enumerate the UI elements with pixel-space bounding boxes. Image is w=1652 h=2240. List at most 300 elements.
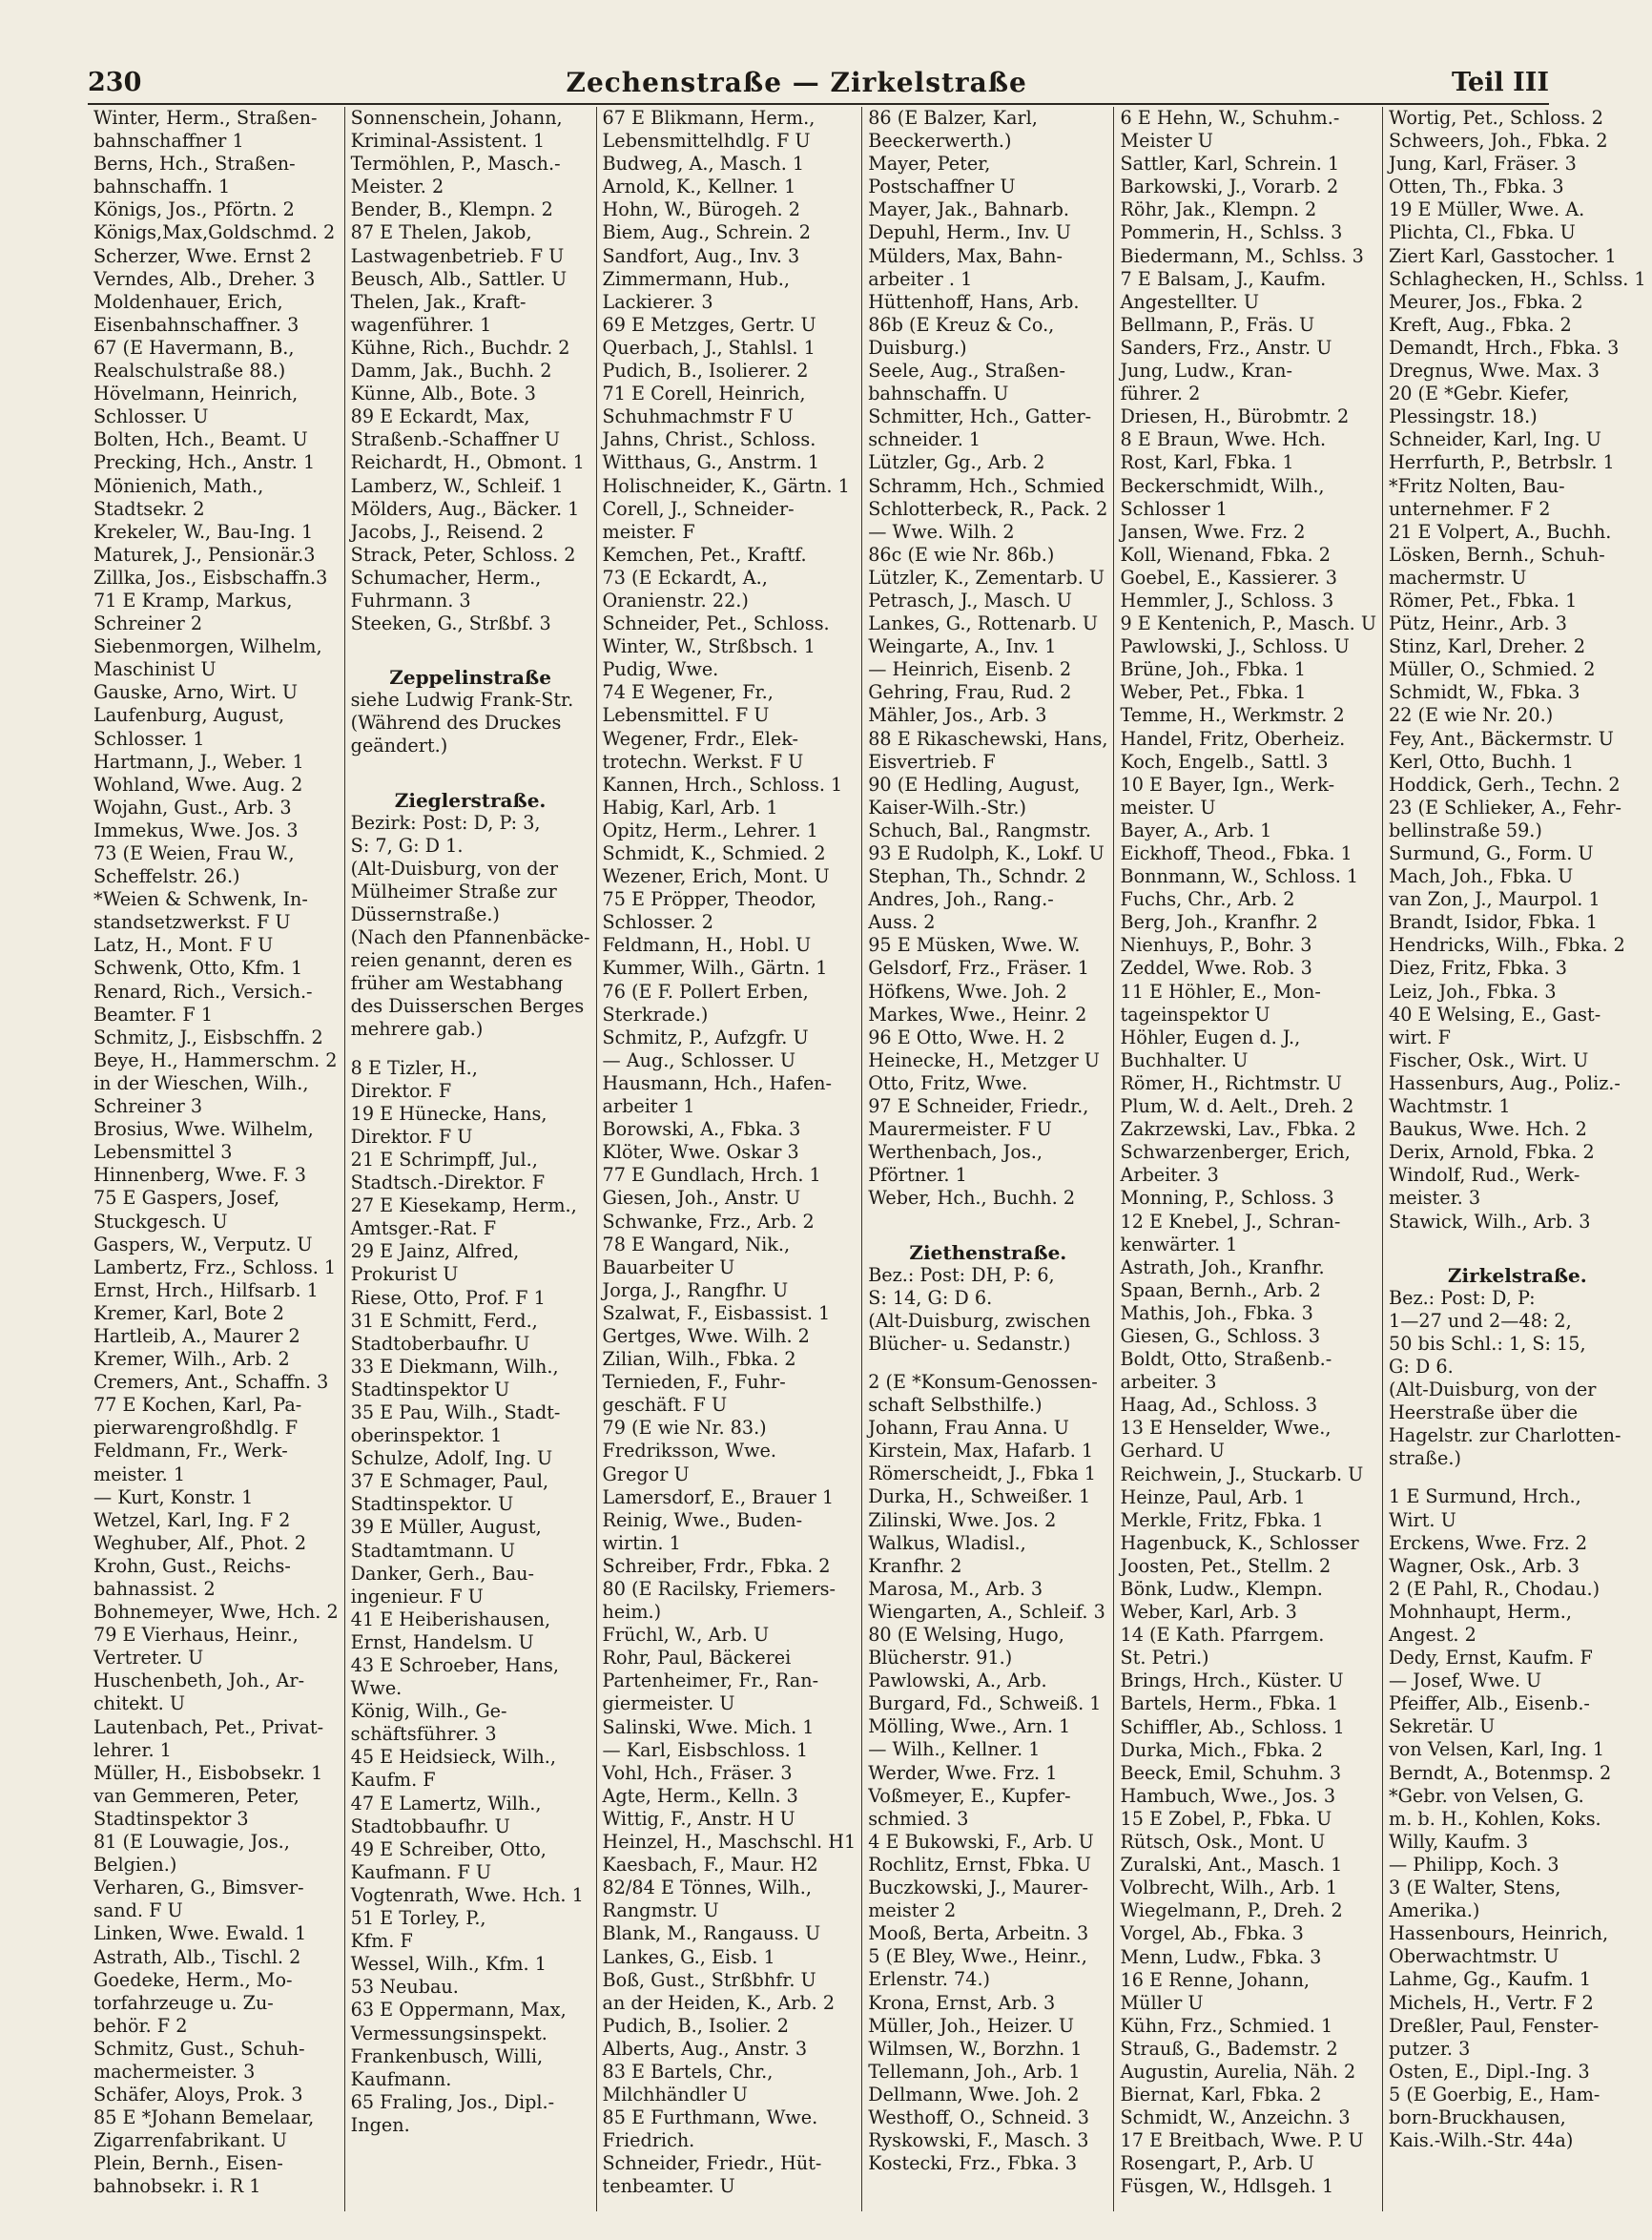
directory-entry: Gregor U: [602, 1462, 690, 1485]
directory-entry: Partenheimer, Fr., Ran-: [602, 1670, 819, 1692]
directory-entry: 90 (E Hedling, August,: [868, 773, 1081, 796]
directory-entry: Maschinist U: [93, 658, 217, 681]
directory-entry: (Alt-Duisburg, von der: [1389, 1379, 1597, 1401]
directory-entry: Monning, P., Schloss. 3: [1120, 1187, 1334, 1210]
directory-entry: 16 E Renne, Johann,: [1120, 1968, 1311, 1991]
directory-entry: 9 E Kentenich, P., Masch. U: [1120, 612, 1377, 635]
directory-entry: behör. F 2: [93, 2014, 188, 2037]
directory-entry: tageinspektor U: [1120, 1003, 1270, 1026]
directory-entry: torfahrzeuge u. Zu-: [93, 1991, 274, 2014]
directory-entry: (Nach den Pfannenbäcke-: [350, 926, 590, 949]
directory-entry: kenwärter. 1: [1120, 1233, 1238, 1255]
directory-entry: — Wwe. Wilh. 2: [868, 520, 1015, 543]
directory-entry: Joosten, Pet., Stellm. 2: [1120, 1554, 1332, 1577]
directory-entry: Kaesbach, F., Maur. H2: [602, 1854, 818, 1877]
directory-entry: Straßenb.-Schaffner U: [350, 428, 561, 451]
directory-entry: 73 (E Weien, Frau W.,: [93, 842, 295, 864]
directory-entry: Höfkens, Wwe. Joh. 2: [868, 980, 1067, 1003]
street-heading: Zieglerstraße.: [394, 788, 547, 812]
directory-entry: Fuhrmann. 3: [350, 589, 471, 612]
directory-entry: m. b. H., Kohlen, Koks.: [1389, 1807, 1601, 1830]
directory-entry: Rütsch, Osk., Mont. U: [1120, 1831, 1326, 1854]
directory-entry: Menn, Ludw., Fbka. 3: [1120, 1945, 1322, 1968]
directory-entry: Holischneider, K., Gärtn. 1: [602, 474, 850, 497]
directory-entry: Friedrich.: [602, 2129, 695, 2152]
directory-entry: Merkle, Fritz, Fbka. 1: [1120, 1508, 1324, 1531]
directory-entry: 85 E *Johann Bemelaar,: [93, 2106, 315, 2129]
directory-entry: Spaan, Bernh., Arb. 2: [1120, 1278, 1321, 1301]
directory-entry: Giesen, Joh., Anstr. U: [602, 1187, 801, 1210]
directory-entry: Krohn, Gust., Reichs-: [93, 1554, 291, 1577]
directory-entry: Immekus, Wwe. Jos. 3: [93, 819, 299, 841]
directory-entry: 47 E Lamertz, Wilh.,: [350, 1792, 542, 1815]
directory-entry: 78 E Wangard, Nik.,: [602, 1233, 791, 1255]
directory-entry: Heinze, Paul, Arb. 1: [1120, 1485, 1306, 1508]
directory-entry: 49 E Schreiber, Otto,: [350, 1837, 547, 1860]
directory-entry: Eickhoff, Theod., Fbka. 1: [1120, 842, 1353, 864]
directory-entry: Angest. 2: [1389, 1624, 1476, 1646]
directory-entry: Römerscheidt, J., Fbka 1: [868, 1462, 1097, 1485]
directory-entry: Lamberz, W., Schleif. 1: [350, 474, 564, 497]
directory-entry: Müller U: [1120, 1991, 1204, 2014]
spacer: [351, 774, 590, 789]
directory-entry: Schmidt, W., Anzeichn. 3: [1120, 2106, 1351, 2129]
directory-entry: Meister. 2: [350, 176, 444, 198]
directory-entry: Angestellter. U: [1120, 290, 1260, 313]
directory-entry: Eisenbahnschaffner. 3: [93, 313, 299, 336]
directory-entry: Fredriksson, Wwe.: [602, 1440, 776, 1462]
directory-entry: 27 E Kiesekamp, Herm.,: [350, 1194, 577, 1217]
directory-entry: Frankenbusch, Willi,: [350, 2044, 544, 2067]
directory-entry: Andres, Joh., Rang.-: [868, 888, 1054, 911]
directory-entry: 35 E Pau, Wilh., Stadt-: [350, 1400, 561, 1423]
directory-entry: siehe Ludwig Frank-Str.: [350, 689, 574, 712]
directory-entry: 22 (E wie Nr. 20.): [1389, 704, 1554, 727]
directory-entry: Lautenbach, Pet., Privat-: [93, 1715, 324, 1738]
directory-entry: Krekeler, W., Bau-Ing. 1: [93, 520, 314, 543]
directory-entry: Schuhmachmstr F U: [602, 405, 794, 428]
directory-entry: Michels, H., Vertr. F 2: [1389, 1991, 1594, 2014]
directory-entry: 29 E Jainz, Alfred,: [350, 1240, 520, 1263]
directory-entry: Johann, Frau Anna. U: [868, 1417, 1069, 1440]
directory-entry: Schlosser. 1: [93, 727, 205, 750]
directory-entry: Bartels, Herm., Fbka. 1: [1120, 1692, 1339, 1715]
directory-entry: Hövelmann, Heinrich,: [93, 383, 299, 405]
directory-entry: straße.): [1389, 1447, 1461, 1470]
directory-entry: reien genannt, deren es: [350, 949, 573, 972]
directory-entry: 83 E Bartels, Chr.,: [602, 2060, 774, 2083]
directory-entry: früher am Westabhang: [350, 972, 564, 995]
directory-entry: Stinz, Karl, Dreher. 2: [1389, 635, 1586, 658]
directory-entry: Erckens, Wwe. Frz. 2: [1389, 1531, 1588, 1554]
directory-entry: Mölling, Wwe., Arn. 1: [868, 1715, 1071, 1738]
directory-entry: Szalwat, F., Eisbassist. 1: [602, 1301, 831, 1324]
directory-entry: G: D 6.: [1389, 1355, 1454, 1378]
directory-entry: Barkowski, J., Vorarb. 2: [1120, 176, 1339, 198]
directory-entry: Kühn, Frz., Schmied. 1: [1120, 2014, 1333, 2037]
directory-entry: van Zon, J., Maurpol. 1: [1389, 888, 1600, 911]
directory-entry: Pawlowski, J., Schloss. U: [1120, 635, 1350, 658]
directory-entry: Heerstraße über die: [1389, 1401, 1579, 1424]
directory-entry: 5 (E Bley, Wwe., Heinr.,: [868, 1945, 1087, 1968]
directory-entry: Hendricks, Wilh., Fbka. 2: [1389, 934, 1625, 957]
directory-entry: Mohnhaupt, Herm.,: [1389, 1600, 1572, 1623]
directory-entry: Prokurist U: [350, 1263, 459, 1286]
directory-entry: Heinzel, H., Maschschl. H1: [602, 1831, 857, 1854]
directory-entry: Reichardt, H., Obmont. 1: [350, 451, 585, 474]
directory-entry: Bolten, Hch., Beamt. U: [93, 428, 308, 451]
directory-entry: 2 (E Pahl, R., Chodau.): [1389, 1577, 1600, 1600]
directory-entry: meister. U: [1120, 796, 1216, 819]
directory-entry: 4 E Bukowski, F., Arb. U: [868, 1830, 1094, 1853]
directory-entry: unternehmer. F 2: [1389, 497, 1551, 520]
directory-entry: 8 E Braun, Wwe. Hch.: [1120, 428, 1327, 451]
directory-entry: Walkus, Wladisl.,: [868, 1531, 1026, 1554]
directory-entry: Pudich, B., Isolierer. 2: [602, 360, 809, 383]
spacer: [868, 1211, 1107, 1226]
directory-entry: Stadtamtmann. U: [350, 1539, 516, 1562]
directory-entry: 14 (E Kath. Pfarrgem.: [1120, 1624, 1325, 1647]
directory-entry: Stadtobbaufhr. U: [350, 1815, 510, 1837]
directory-entry: 41 E Heiberishausen,: [350, 1607, 551, 1630]
directory-entry: Lahme, Gg., Kaufm. 1: [1389, 1968, 1592, 1991]
directory-entry: Müller, O., Schmied. 2: [1389, 658, 1596, 681]
directory-entry: Corell, J., Schneider-: [602, 497, 795, 520]
directory-entry: Pütz, Heinr., Arb. 3: [1389, 612, 1567, 635]
directory-entry: Lackierer. 3: [602, 290, 713, 313]
directory-entry: machermeister. 3: [93, 2060, 256, 2083]
directory-entry: Stadtoberbaufhr. U: [350, 1332, 530, 1355]
directory-entry: Feldmann, H., Hobl. U: [602, 934, 812, 957]
directory-entry: Jacobs, J., Reisend. 2: [350, 520, 545, 543]
directory-entry: 51 E Torley, P.,: [350, 1907, 486, 1930]
directory-entry: Burgard, Fd., Schweiß. 1: [868, 1692, 1102, 1715]
directory-entry: 39 E Müller, August,: [350, 1516, 542, 1539]
directory-entry: Hausmann, Hch., Hafen-: [602, 1071, 833, 1094]
directory-entry: 88 E Rikaschewski, Hans,: [868, 727, 1108, 750]
directory-entry: Pudich, B., Isolier. 2: [602, 2014, 789, 2037]
directory-entry: 15 E Zobel, P., Fbka. U: [1120, 1807, 1332, 1830]
spacer: [1389, 1249, 1646, 1264]
directory-entry: S: 7, G: D 1.: [350, 834, 464, 857]
directory-entry: Bauarbeiter U: [602, 1255, 735, 1278]
directory-entry: Schreiber, Frdr., Fbka. 2: [602, 1554, 831, 1577]
directory-entry: Gaspers, W., Verputz. U: [93, 1233, 313, 1255]
directory-entry: St. Petri.): [1120, 1647, 1209, 1670]
directory-entry: 33 E Diekmann, Wilh.,: [350, 1355, 559, 1378]
directory-entry: Wirt. U: [1389, 1508, 1456, 1531]
directory-entry: Hoddick, Gerh., Techn. 2: [1389, 773, 1621, 796]
directory-entry: Schmitter, Hch., Gatter-: [868, 405, 1092, 428]
directory-entry: 23 (E Schlieker, A., Fehr-: [1389, 796, 1622, 819]
directory-entry: 40 E Welsing, E., Gast-: [1389, 1003, 1601, 1026]
directory-entry: Postschaffner U: [868, 176, 1016, 198]
directory-entry: Stadtinspektor U: [350, 1378, 510, 1400]
directory-entry: 19 E Hünecke, Hans,: [350, 1102, 547, 1125]
directory-entry: Baukus, Wwe. Hch. 2: [1389, 1118, 1587, 1141]
directory-entry: Weber, Karl, Arb. 3: [1120, 1601, 1297, 1624]
directory-entry: Tellemann, Joh., Arb. 1: [868, 2060, 1081, 2083]
directory-entry: Schmitz, J., Eisbschffn. 2: [93, 1026, 323, 1048]
directory-entry: Schäfer, Aloys, Prok. 3: [93, 2084, 303, 2106]
directory-entry: Augustin, Aurelia, Näh. 2: [1120, 2060, 1356, 2083]
directory-entry: 80 (E Welsing, Hugo,: [868, 1624, 1064, 1646]
street-heading: Zirkelstraße.: [1447, 1263, 1587, 1287]
directory-entry: 63 E Oppermann, Max,: [350, 1999, 567, 2022]
columns-container: [88, 107, 1646, 2211]
directory-entry: Meurer, Jos., Fbka. 2: [1389, 290, 1583, 313]
directory-entry: Schneider, Pet., Schloss.: [602, 612, 830, 635]
directory-entry: König, Wilh., Ge-: [350, 1700, 507, 1723]
directory-entry: Astrath, Alb., Tischl. 2: [93, 1945, 301, 1968]
directory-entry: 31 E Schmitt, Ferd.,: [350, 1309, 538, 1332]
directory-entry: Depuhl, Herm., Inv. U: [868, 221, 1071, 244]
street-heading: Ziethenstraße.: [909, 1240, 1067, 1264]
directory-entry: 79 E Vierhaus, Heinr.,: [93, 1624, 299, 1647]
directory-entry: Laufenburg, August,: [93, 704, 285, 727]
directory-entry: Otten, Th., Fbka. 3: [1389, 176, 1564, 198]
directory-entry: Schwarzenberger, Erich,: [1120, 1141, 1351, 1164]
directory-entry: Vohl, Hch., Fräser. 3: [602, 1761, 793, 1784]
directory-entry: Mölders, Aug., Bäcker. 1: [350, 497, 580, 520]
directory-entry: lehrer. 1: [93, 1738, 172, 1761]
directory-entry: 85 E Furthmann, Wwe.: [602, 2106, 818, 2129]
directory-entry: wagenführer. 1: [350, 313, 492, 336]
directory-entry: Kfm. F: [350, 1930, 413, 1953]
directory-entry: — Heinrich, Eisenb. 2: [868, 658, 1072, 681]
directory-entry: Schulze, Adolf, Ing. U: [350, 1447, 553, 1470]
directory-entry: Höhler, Eugen d. J.,: [1120, 1026, 1301, 1048]
directory-entry: Reichwein, J., Stuckarb. U: [1120, 1462, 1364, 1485]
column-2: [344, 107, 596, 2211]
directory-entry: Temme, H., Werkmstr. 2: [1120, 704, 1345, 727]
page-header: [88, 61, 1549, 105]
directory-entry: Schlaghecken, H., Schlss. 1: [1389, 267, 1646, 290]
directory-entry: 75 E Pröpper, Theodor,: [602, 888, 816, 911]
directory-entry: Vertreter. U: [93, 1647, 204, 1670]
street-heading: Zeppelinstraße: [389, 666, 551, 690]
directory-entry: Direktor. F: [350, 1079, 452, 1102]
directory-entry: Hohn, W., Bürogeh. 2: [602, 198, 800, 221]
directory-entry: Weber, Pet., Fbka. 1: [1120, 681, 1307, 704]
directory-entry: Stadtinspektor 3: [93, 1807, 249, 1830]
directory-entry: 65 Fraling, Jos., Dipl.-: [350, 2090, 555, 2113]
page-number: 230: [88, 67, 142, 97]
directory-entry: schmied. 3: [868, 1807, 969, 1830]
directory-entry: Durka, H., Schweißer. 1: [868, 1485, 1091, 1508]
directory-entry: Wohland, Wwe. Aug. 2: [93, 773, 303, 796]
directory-entry: Cremers, Ant., Schaffn. 3: [93, 1371, 329, 1394]
directory-entry: Milchhändler U: [602, 2084, 748, 2106]
directory-entry: Schneider, Karl, Ing. U: [1389, 428, 1601, 451]
directory-entry: Werder, Wwe. Frz. 1: [868, 1761, 1058, 1784]
directory-entry: Maurermeister. F U: [868, 1118, 1052, 1141]
directory-entry: Zeddel, Wwe. Rob. 3: [1120, 957, 1312, 980]
directory-entry: 86c (E wie Nr. 86b.): [868, 543, 1055, 566]
directory-entry: — Philipp, Koch. 3: [1389, 1853, 1559, 1876]
directory-entry: Kemchen, Pet., Kraftf.: [602, 543, 807, 566]
directory-entry: — Josef, Wwe. U: [1389, 1670, 1542, 1692]
directory-entry: Jung, Karl, Fräser. 3: [1389, 153, 1577, 176]
directory-entry: Buczkowski, J., Maurer-: [868, 1877, 1089, 1899]
directory-entry: Klöter, Wwe. Oskar 3: [602, 1141, 799, 1164]
directory-entry: Rangmstr. U: [602, 1899, 719, 1922]
spacer: [868, 1356, 1107, 1371]
directory-entry: Oranienstr. 22.): [602, 589, 749, 612]
directory-entry: führer. 2: [1120, 383, 1201, 405]
directory-entry: Schramm, Hch., Schmied: [868, 474, 1105, 497]
directory-entry: Dellmann, Wwe. Joh. 2: [868, 2083, 1080, 2105]
directory-entry: standsetzwerkst. F U: [93, 911, 291, 934]
directory-entry: von Velsen, Karl, Ing. 1: [1389, 1738, 1605, 1761]
directory-entry: 82/84 E Tönnes, Wilh.,: [602, 1877, 812, 1899]
directory-entry: — Karl, Eisbschloss. 1: [602, 1738, 809, 1761]
directory-entry: Fuchs, Chr., Arb. 2: [1120, 888, 1295, 911]
directory-entry: Buchhalter. U: [1120, 1048, 1249, 1071]
directory-entry: chitekt. U: [93, 1692, 186, 1715]
directory-entry: Moldenhauer, Erich,: [93, 290, 283, 313]
directory-entry: Schneider, Friedr., Hüt-: [602, 2152, 822, 2175]
directory-entry: Boß, Gust., Strßbhfr. U: [602, 1968, 816, 1991]
directory-entry: Strack, Peter, Schloss. 2: [350, 543, 576, 566]
directory-entry: Jorga, J., Rangfhr. U: [602, 1278, 789, 1301]
directory-entry: Königs, Jos., Pförtn. 2: [93, 198, 295, 221]
directory-entry: Driesen, H., Bürobmtr. 2: [1120, 405, 1350, 428]
directory-entry: schneider. 1: [868, 428, 981, 451]
directory-entry: 19 E Müller, Wwe. A.: [1389, 198, 1585, 221]
directory-entry: 21 E Schrimpff, Jul.,: [350, 1148, 538, 1171]
directory-entry: Hassenburs, Aug., Poliz.-: [1389, 1071, 1621, 1094]
directory-entry: pierwarengroßhdlg. F: [93, 1417, 299, 1440]
directory-entry: Wiengarten, A., Schleif. 3: [868, 1600, 1105, 1623]
directory-entry: Herrfurth, P., Betrbslr. 1: [1389, 451, 1615, 474]
directory-entry: Schwanke, Frz., Arb. 2: [602, 1210, 815, 1233]
directory-entry: Amerika.): [1389, 1899, 1480, 1922]
directory-entry: Weingarte, A., Inv. 1: [868, 635, 1057, 658]
directory-entry: Lebensmittelhdlg. F U: [602, 130, 811, 153]
spacer: [1389, 1234, 1646, 1249]
directory-entry: Sandfort, Aug., Inv. 3: [602, 244, 800, 267]
directory-entry: 2 (E *Konsum-Genossen-: [868, 1370, 1098, 1393]
directory-entry: Brings, Hrch., Küster. U: [1120, 1670, 1344, 1692]
directory-entry: Müller, H., Eisbobsekr. 1: [93, 1761, 323, 1784]
directory-entry: wirt. F: [1389, 1026, 1451, 1048]
directory-entry: Düssernstraße.): [350, 903, 500, 925]
directory-entry: Hüttenhoff, Hans, Arb.: [868, 290, 1080, 313]
directory-entry: Wojahn, Gust., Arb. 3: [93, 796, 292, 819]
directory-entry: 20 (E *Gebr. Kiefer,: [1389, 383, 1570, 405]
directory-entry: 50 bis Schl.: 1, S: 15,: [1389, 1332, 1586, 1355]
directory-entry: Mach, Joh., Fbka. U: [1389, 865, 1574, 888]
directory-entry: Biem, Aug., Schrein. 2: [602, 221, 811, 244]
directory-entry: Kühne, Rich., Buchdr. 2: [350, 336, 570, 359]
directory-entry: Plum, W. d. Aelt., Dreh. 2: [1120, 1095, 1354, 1118]
directory-entry: Müller, Joh., Heizer. U: [868, 2014, 1075, 2037]
directory-entry: Koch, Engelb., Sattl. 3: [1120, 750, 1329, 773]
spacer: [351, 758, 590, 774]
column-4: [861, 107, 1113, 2211]
directory-entry: Reinig, Wwe., Buden-: [602, 1508, 803, 1531]
directory-entry: Zimmermann, Hub.,: [602, 267, 791, 290]
directory-entry: Füsgen, W., Hdlsgeh. 1: [1120, 2175, 1334, 2198]
directory-entry: Ernst, Handelsm. U: [350, 1630, 534, 1653]
directory-entry: Schlosser. U: [93, 405, 209, 428]
directory-entry: Schmitz, P., Aufzgfr. U: [602, 1026, 809, 1048]
directory-entry: geändert.): [350, 735, 448, 757]
directory-entry: 75 E Gaspers, Josef,: [93, 1187, 280, 1210]
directory-entry: 87 E Thelen, Jakob,: [350, 221, 532, 244]
directory-entry: Kaiser-Wilh.-Str.): [868, 796, 1027, 819]
directory-entry: Windolf, Rud., Werk-: [1389, 1164, 1580, 1187]
directory-entry: van Gemmeren, Peter,: [93, 1784, 299, 1807]
directory-entry: Kremer, Karl, Bote 2: [93, 1301, 284, 1324]
directory-entry: Alberts, Aug., Anstr. 3: [602, 2037, 808, 2060]
directory-entry: machermstr. U: [1389, 566, 1527, 589]
directory-entry: Nienhuys, P., Bohr. 3: [1120, 934, 1312, 957]
directory-entry: Otto, Fritz, Wwe.: [868, 1071, 1028, 1094]
directory-entry: Röhr, Jak., Klempn. 2: [1120, 198, 1317, 221]
directory-entry: *Gebr. von Velsen, G.: [1389, 1784, 1584, 1807]
directory-entry: Brosius, Wwe. Wilhelm,: [93, 1118, 314, 1141]
directory-entry: 1 E Surmund, Hrch.,: [1389, 1485, 1581, 1508]
directory-entry: Goebel, E., Kassierer. 3: [1120, 566, 1337, 589]
directory-entry: Meister U: [1120, 130, 1213, 153]
directory-entry: 10 E Bayer, Ign., Werk-: [1120, 773, 1335, 796]
directory-entry: 5 (E Goerbig, E., Ham-: [1389, 2083, 1600, 2105]
directory-entry: Schlotterbeck, R., Pack. 2: [868, 497, 1108, 520]
directory-entry: 93 E Rudolph, K., Lokf. U: [868, 842, 1105, 864]
directory-entry: 1—27 und 2—48: 2,: [1389, 1309, 1572, 1332]
directory-entry: Zigarrenfabrikant. U: [93, 2129, 287, 2152]
directory-entry: Schlosser 1: [1120, 497, 1228, 520]
directory-entry: Goedeke, Herm., Mo-: [93, 1968, 293, 1991]
directory-entry: Durka, Mich., Fbka. 2: [1120, 1738, 1323, 1761]
directory-entry: Gauske, Arno, Wirt. U: [93, 681, 299, 704]
directory-entry: 71 E Kramp, Markus,: [93, 589, 293, 612]
directory-entry: Ternieden, F., Fuhr-: [602, 1371, 786, 1394]
directory-entry: Wezener, Erich, Mont. U: [602, 865, 830, 888]
directory-entry: Berns, Hch., Straßen-: [93, 153, 296, 176]
directory-entry: Wegener, Frdr., Elek-: [602, 727, 799, 750]
directory-entry: Stephan, Th., Schndr. 2: [868, 865, 1086, 888]
directory-entry: Lebensmittel. F U: [602, 704, 770, 727]
directory-entry: Zuralski, Ant., Masch. 1: [1120, 1854, 1343, 1877]
directory-entry: Blücherstr. 91.): [868, 1647, 1013, 1670]
directory-entry: Kranfhr. 2: [868, 1554, 962, 1577]
directory-entry: Fischer, Osk., Wirt. U: [1389, 1048, 1589, 1071]
directory-entry: bahnassist. 2: [93, 1578, 216, 1600]
directory-entry: Osten, E., Dipl.-Ing. 3: [1389, 2060, 1590, 2083]
directory-entry: Kais.-Wilh.-Str. 44a): [1389, 2129, 1574, 2152]
directory-entry: tenbeamter. U: [602, 2175, 735, 2198]
directory-entry: 69 E Metzges, Gertr. U: [602, 313, 816, 336]
directory-entry: 86b (E Kreuz & Co.,: [868, 313, 1055, 336]
directory-entry: Amtsger.-Rat. F: [350, 1217, 497, 1240]
directory-entry: Wortig, Pet., Schloss. 2: [1389, 107, 1603, 129]
column-3: [596, 107, 862, 2211]
directory-entry: Voßmeyer, E., Kupfer-: [868, 1784, 1071, 1807]
directory-entry: Wilmsen, W., Borzhn. 1: [868, 2037, 1083, 2060]
directory-entry: Belgien.): [93, 1854, 177, 1877]
directory-entry: Latz, H., Mont. F U: [93, 934, 274, 957]
directory-entry: wirtin. 1: [602, 1531, 681, 1554]
directory-entry: Salinski, Wwe. Mich. 1: [602, 1715, 815, 1738]
directory-entry: Plessingstr. 18.): [1389, 405, 1538, 428]
directory-entry: Lankes, G., Rottenarb. U: [868, 612, 1099, 635]
directory-entry: Agte, Herm., Kelln. 3: [602, 1784, 798, 1807]
directory-entry: Direktor. F U: [350, 1125, 473, 1148]
directory-entry: bahnschaffn. 1: [93, 176, 231, 198]
